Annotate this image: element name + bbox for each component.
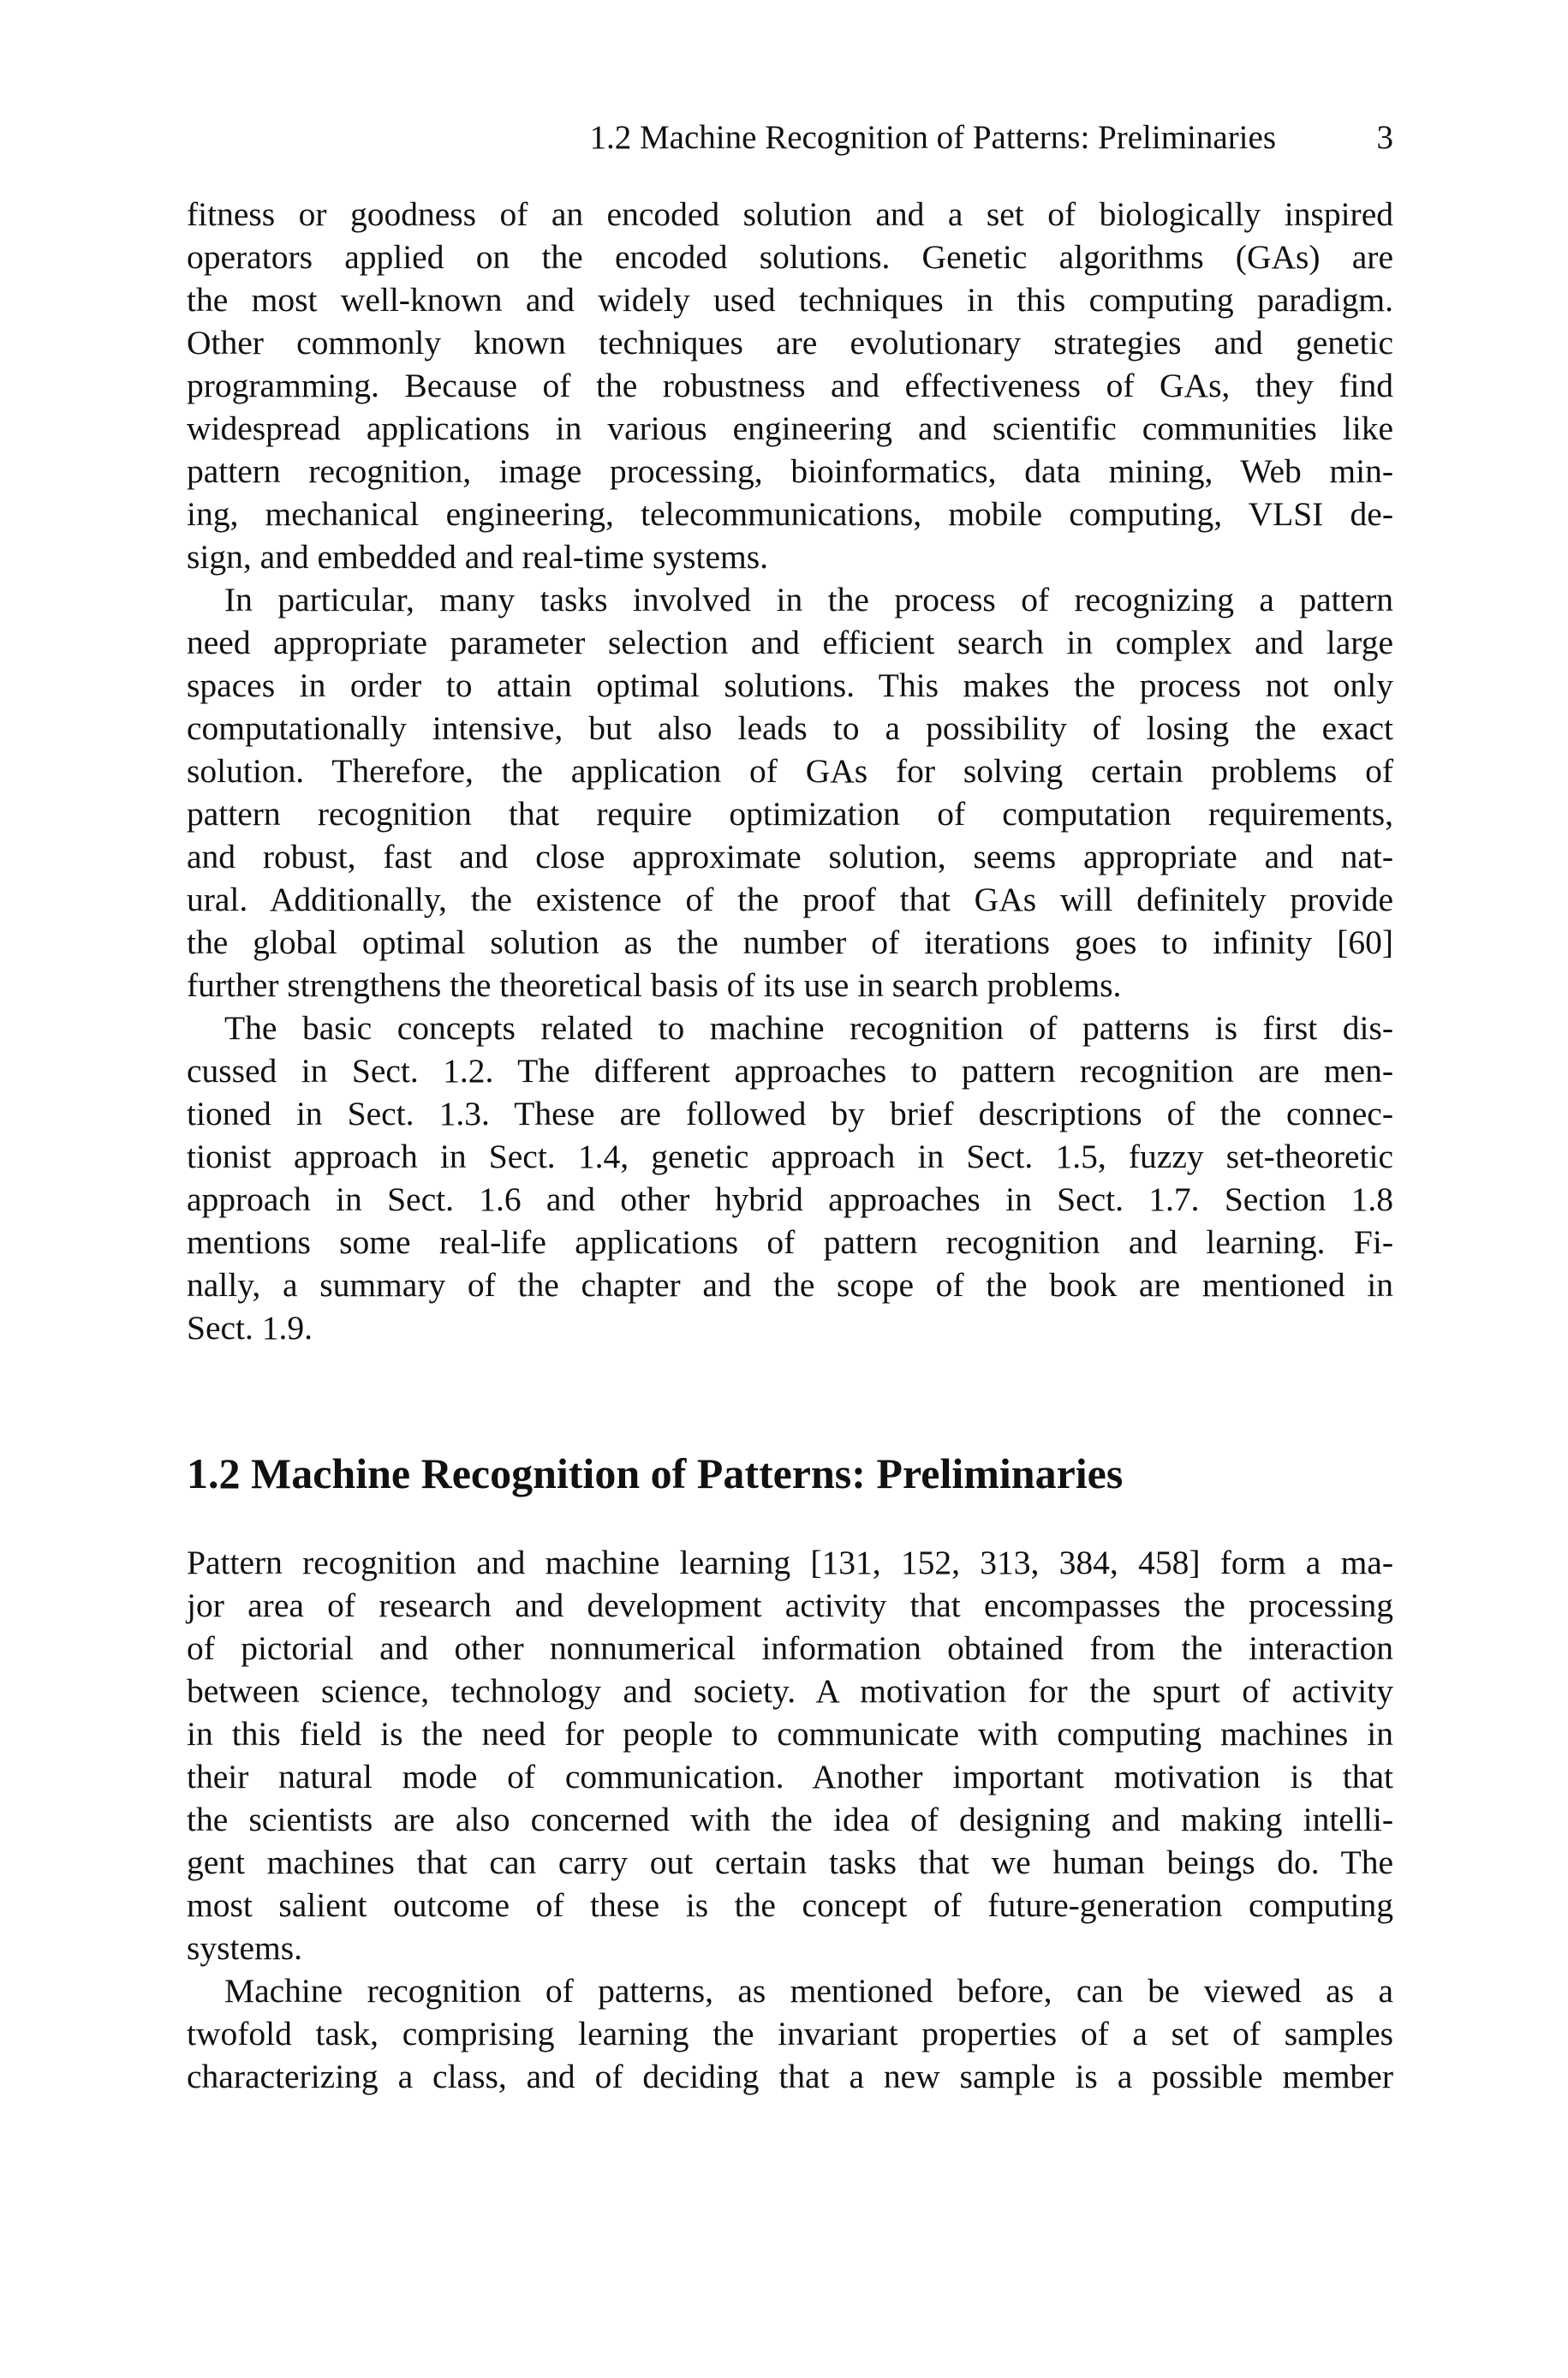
page-number: 3 xyxy=(1376,119,1393,156)
text-line: Machine recognition of patterns, as mentioned before, can be viewed as a xyxy=(224,1972,1393,2010)
text-line: systems. xyxy=(187,1929,302,1967)
text-line: pattern recognition that require optimization of computation requirements, xyxy=(187,795,1393,833)
text-line: In particular, many tasks involved in the process of recognizing a pattern xyxy=(224,581,1393,618)
text-line: Sect. 1.9. xyxy=(187,1309,313,1347)
text-line: the global optimal solution as the number of iterations goes to infinity [60] xyxy=(187,923,1393,961)
text-line: tioned in Sect. 1.3. These are followed by brief descriptions of the connec- xyxy=(187,1095,1393,1132)
paragraph xyxy=(187,1969,1393,2098)
text-line: operators applied on the encoded solutions. Genetic algorithms (GAs) are xyxy=(187,238,1393,276)
paragraph xyxy=(187,1007,1393,1349)
text-line: programming. Because of the robustness and effectiveness of GAs, they find xyxy=(187,367,1393,404)
text-line: The basic concepts related to machine recognition of patterns is first dis- xyxy=(224,1009,1393,1047)
running-head-title: 1.2 Machine Recognition of Patterns: Preliminaries xyxy=(589,119,1276,156)
text-line: tionist approach in Sect. 1.4, genetic approach in Sect. 1.5, fuzzy set-theoretic xyxy=(187,1138,1393,1175)
text-line: nally, a summary of the chapter and the scope of the book are mentioned in xyxy=(187,1266,1393,1304)
text-line: ural. Additionally, the existence of the proof that GAs will definitely provide xyxy=(187,881,1393,918)
text-line: twofold task, comprising learning the invariant properties of a set of samples xyxy=(187,2015,1393,2052)
text-line: gent machines that can carry out certain tasks that we human beings do. The xyxy=(187,1843,1393,1881)
text-line: the scientists are also concerned with the idea of designing and making intelli- xyxy=(187,1801,1393,1838)
section-heading: 1.2 Machine Recognition of Patterns: Preliminaries xyxy=(187,1449,1124,1497)
text-line: widespread applications in various engineering and scientific communities like xyxy=(187,409,1393,447)
text-line: computationally intensive, but also leads to a possibility of losing the exact xyxy=(187,709,1393,747)
text-line: their natural mode of communication. Another important motivation is that xyxy=(187,1758,1393,1795)
text-line: Other commonly known techniques are evolutionary strategies and genetic xyxy=(187,324,1393,361)
text-line: mentions some real-life applications of pattern recognition and learning. Fi- xyxy=(187,1223,1393,1261)
text-line: ing, mechanical engineering, telecommunications, mobile computing, VLSI de- xyxy=(187,495,1393,533)
text-line: fitness or goodness of an encoded solution and a set of biologically inspired xyxy=(187,195,1393,233)
text-line: in this field is the need for people to communicate with computing machines in xyxy=(187,1715,1393,1753)
paragraph xyxy=(187,193,1393,578)
text-line: spaces in order to attain optimal solutions. This makes the process not only xyxy=(187,666,1393,704)
paragraph xyxy=(187,1541,1393,1969)
text-line: jor area of research and development activity that encompasses the processing xyxy=(187,1586,1393,1624)
text-line: solution. Therefore, the application of GAs for solving certain problems of xyxy=(187,752,1393,790)
paragraph xyxy=(187,578,1393,1007)
text-line: Pattern recognition and machine learning [131, 152, 313, 384, 458] form a ma- xyxy=(187,1544,1393,1581)
text-line: sign, and embedded and real-time systems. xyxy=(187,538,769,576)
text-line: most salient outcome of these is the concept of future-generation computing xyxy=(187,1886,1393,1924)
text-line: the most well-known and widely used techniques in this computing paradigm. xyxy=(187,281,1393,319)
text-line: pattern recognition, image processing, bioinformatics, data mining, Web min- xyxy=(187,452,1393,490)
text-line: characterizing a class, and of deciding that a new sample is a possible member xyxy=(187,2058,1393,2095)
text-line: further strengthens the theoretical basis of its use in search problems. xyxy=(187,966,1122,1004)
body-text-after-heading xyxy=(187,1541,1393,2098)
text-line: need appropriate parameter selection and efficient search in complex and large xyxy=(187,624,1393,661)
text-line: cussed in Sect. 1.2. The different approaches to pattern recognition are men- xyxy=(187,1052,1393,1090)
text-line: between science, technology and society. A motivation for the spurt of activity xyxy=(187,1672,1393,1710)
text-line: of pictorial and other nonnumerical information obtained from the interaction xyxy=(187,1629,1393,1667)
running-head xyxy=(187,117,1393,159)
body-text-before-heading xyxy=(187,193,1393,1349)
text-line: approach in Sect. 1.6 and other hybrid approaches in Sect. 1.7. Section 1.8 xyxy=(187,1180,1393,1218)
text-line: and robust, fast and close approximate solution, seems appropriate and nat- xyxy=(187,838,1393,875)
